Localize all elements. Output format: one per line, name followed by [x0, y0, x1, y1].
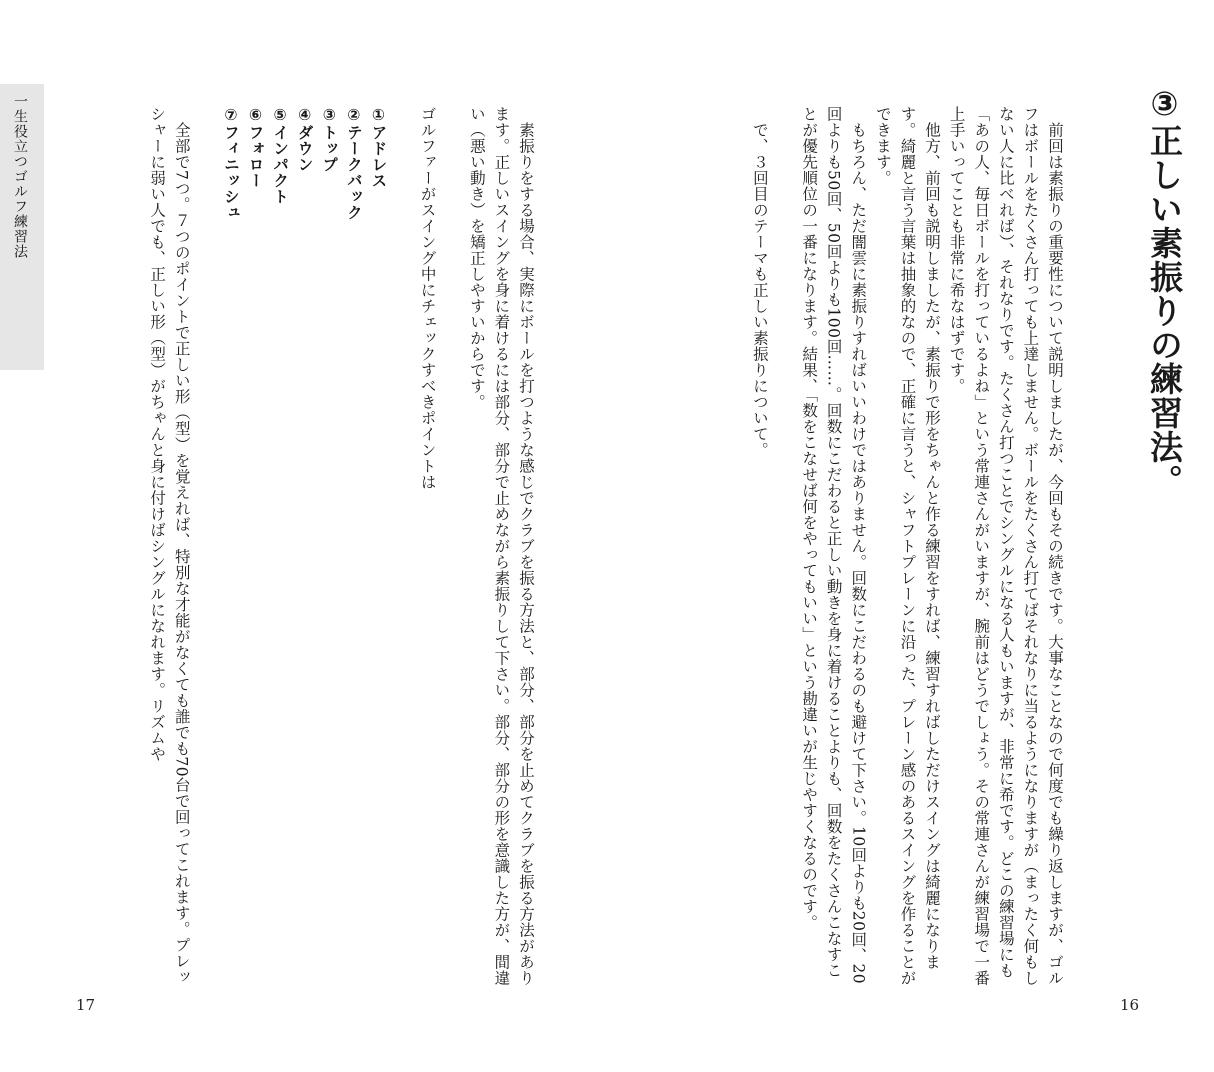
paragraph: ゴルファーがスイング中にチェックすべきポイントは: [418, 106, 437, 490]
paragraph: で、３回目のテーマも正しい素振りについて。: [750, 121, 769, 458]
paragraph: 素振りをする場合、実際にボールを打つような感じでクラブを振る方法と、部分、部分を止めてクラブを振る方法があります。正しいスイングを身に着けるには部分、部分で止めながら素振りして下さい。部分、部分の形を意識した方が、間違い（悪い動き）を矯正しやすいからです。: [467, 106, 535, 986]
list-item: ⑦フィニッシュ: [221, 106, 240, 221]
paragraph: 前回は素振りの重要性について説明しましたが、今回もその続きです。大事なことなので何度でも繰り返しますが、ゴルフはボールをたくさん打っても上達しません。ボールをたくさん打てばそれなりに当るようになりますが（まったく何もしない人に比べれば）、それなりです。たくさん打つことでシングルになる人もいますが、非常に希です。どこの練習場にも「あの人、毎日ボールを打っているよね」という常連さんがいますが、腕前はどうでしょう。その常連さんが練習場で一番上手いってことも非常に希なはずです。: [947, 106, 1064, 986]
page-number-left: 17: [76, 996, 96, 1014]
running-head: 一生役立つゴルフ練習法: [12, 94, 28, 259]
right-page-body: [687, 106, 1067, 986]
spacer: [194, 106, 219, 986]
paragraph: もちろん、ただ闇雲に素振りすればいいわけではありません。回数にこだわるのも避けて下さい。10回よりも20回、20回よりも50回、50回よりも100回……。回数にこだわると正しい動きを身に着けることよりも、回数をたくさんこなすことが優先順位の一番になります。結果、「数をこなせば何をやってもいい」という勘違いが生じやすくなるのです。: [800, 106, 868, 984]
list-item: ⑥フォロー: [246, 106, 265, 189]
section-title: ③正しい素振りの練習法。: [1145, 84, 1184, 498]
spacer: [390, 106, 415, 986]
swing-checkpoints-list: [218, 106, 390, 986]
spacer: [440, 106, 465, 986]
right-page: [607, 0, 1214, 1072]
list-item: ④ダウン: [295, 106, 314, 173]
left-page-body: [68, 106, 538, 986]
paragraph: 他方、前回も説明しましたが、素振りで形をちゃんと作る練習をすれば、練習すればしただけスイングは綺麗になります。綺麗と言う言葉は抽象的なので、正確に言うと、シャフトプレーンに沿った、プレーン感のあるスイングを作ることができます。: [873, 106, 942, 986]
page-number-right: 16: [1120, 996, 1140, 1014]
list-item: ②テークバック: [344, 106, 363, 221]
list-item: ①アドレス: [369, 106, 388, 189]
list-item: ⑤インパクト: [271, 106, 290, 205]
running-head-tab: [0, 84, 44, 370]
paragraph: 全部で7つ。７つのポイントで正しい形（型）を覚えれば、特別な才能がなくても誰でも70台で回ってこれます。プレッシャーに弱い人でも、正しい形（型）がちゃんと身に付けばシングルになれます。リズムや: [148, 106, 191, 985]
list-item: ③トップ: [320, 106, 339, 173]
spacer: [772, 106, 797, 986]
